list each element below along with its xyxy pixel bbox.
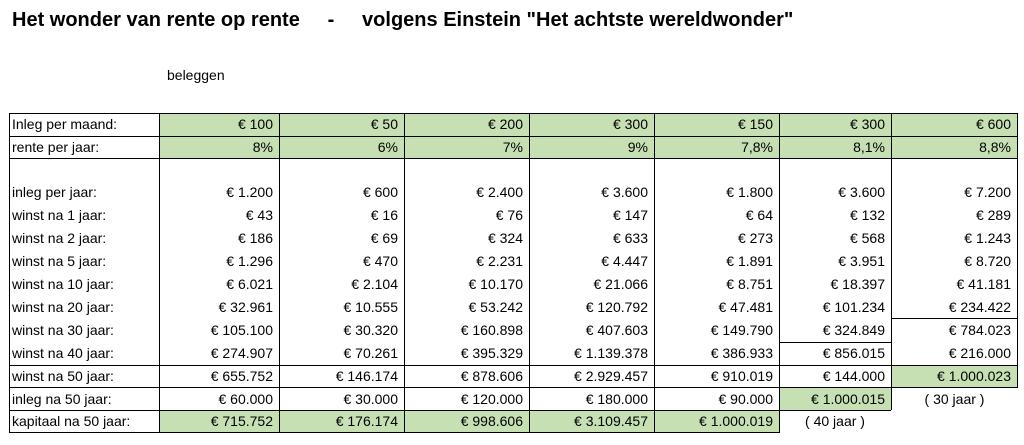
table-cell: 7,8% xyxy=(741,139,773,155)
table-cell: € 1.139.378 xyxy=(574,345,648,361)
table-cell xyxy=(529,159,648,181)
table-cell: € 8.751 xyxy=(726,276,773,292)
table-cell xyxy=(654,159,773,181)
row-label: rente per jaar: xyxy=(12,139,100,155)
table-cell: € 2.104 xyxy=(351,276,398,292)
table-cell: € 30.320 xyxy=(343,322,398,338)
table-cell: € 1.000.015 xyxy=(811,391,885,407)
table-cell: € 407.603 xyxy=(585,322,648,338)
table-cell: € 105.100 xyxy=(210,322,273,338)
table-cell: € 386.933 xyxy=(710,345,773,361)
table-cell: € 60.000 xyxy=(218,391,273,407)
table-cell: € 1.000.019 xyxy=(699,413,773,429)
row-label: inleg na 50 jaar: xyxy=(12,391,112,407)
table-cell: € 43 xyxy=(245,207,273,223)
table-cell: € 234.422 xyxy=(948,299,1011,315)
table-cell: € 633 xyxy=(612,230,648,246)
table-cell: € 70.261 xyxy=(343,345,398,361)
table-cell: € 324 xyxy=(487,230,523,246)
table-cell: € 30.000 xyxy=(343,391,398,407)
table-cell: € 150 xyxy=(737,116,773,132)
table-cell: € 470 xyxy=(362,253,398,269)
row-label: winst na 40 jaar: xyxy=(12,345,114,361)
grid-line xyxy=(1017,113,1018,387)
table-cell: € 1.200 xyxy=(226,184,273,200)
table-cell: € 149.790 xyxy=(710,322,773,338)
table-cell xyxy=(891,410,1011,432)
table-cell: € 180.000 xyxy=(585,391,648,407)
grid-line xyxy=(9,432,779,433)
table-cell: € 64 xyxy=(745,207,773,223)
table-cell: € 998.606 xyxy=(460,413,523,429)
table-cell: € 76 xyxy=(495,207,523,223)
table-cell xyxy=(404,159,523,181)
table-cell: € 784.023 xyxy=(948,322,1011,338)
table-cell: € 600 xyxy=(975,116,1011,132)
table-cell: € 910.019 xyxy=(710,368,773,384)
table-cell: € 655.752 xyxy=(210,368,273,384)
table-cell xyxy=(891,159,1011,181)
table-cell: € 3.109.457 xyxy=(574,413,648,429)
duration-note: ( 30 jaar ) xyxy=(924,391,985,407)
table-cell xyxy=(159,159,273,181)
table-cell: € 100 xyxy=(237,116,273,132)
row-label: winst na 10 jaar: xyxy=(12,276,114,292)
grid-line xyxy=(9,113,10,433)
table-cell: € 2.231 xyxy=(476,253,523,269)
table-cell xyxy=(779,159,885,181)
row-label: winst na 20 jaar: xyxy=(12,299,114,315)
table-cell: € 300 xyxy=(849,116,885,132)
duration-note: ( 40 jaar ) xyxy=(805,413,865,429)
table-cell: € 90.000 xyxy=(718,391,773,407)
table-cell: € 395.329 xyxy=(460,345,523,361)
table-cell: € 715.752 xyxy=(210,413,273,429)
table-cell: € 7.200 xyxy=(964,184,1011,200)
row-label: winst na 2 jaar: xyxy=(12,230,107,246)
table-cell: € 21.066 xyxy=(593,276,648,292)
table-cell: € 3.600 xyxy=(838,184,885,200)
table-cell: 6% xyxy=(377,139,398,155)
table-cell: 8,8% xyxy=(979,139,1011,155)
table-cell: € 600 xyxy=(362,184,398,200)
table-cell: € 69 xyxy=(370,230,398,246)
table-cell: € 41.181 xyxy=(956,276,1011,292)
table-cell: 7% xyxy=(502,139,523,155)
table-cell: € 16 xyxy=(370,207,398,223)
table-cell: € 4.447 xyxy=(601,253,648,269)
table-cell: € 32.961 xyxy=(218,299,273,315)
row-label: winst na 30 jaar: xyxy=(12,322,114,338)
table-cell: € 146.174 xyxy=(335,368,398,384)
table-cell: € 47.481 xyxy=(718,299,773,315)
table-cell: € 1.800 xyxy=(726,184,773,200)
table-cell: € 2.400 xyxy=(476,184,523,200)
table-cell: € 6.021 xyxy=(226,276,273,292)
table-cell: € 18.397 xyxy=(830,276,885,292)
table-cell: € 216.000 xyxy=(948,345,1011,361)
table-cell: € 200 xyxy=(487,116,523,132)
table-cell: € 273 xyxy=(737,230,773,246)
table-cell: € 176.174 xyxy=(335,413,398,429)
table-cell: € 289 xyxy=(975,207,1011,223)
table-cell: € 1.243 xyxy=(964,230,1011,246)
row-label: winst na 1 jaar: xyxy=(12,207,107,223)
table-cell: € 3.600 xyxy=(601,184,648,200)
table-cell: € 324.849 xyxy=(822,322,885,338)
table-cell: € 1.296 xyxy=(226,253,273,269)
table-cell: € 274.907 xyxy=(210,345,273,361)
table-cell: € 568 xyxy=(849,230,885,246)
table-cell: € 3.951 xyxy=(838,253,885,269)
table-cell: € 132 xyxy=(849,207,885,223)
row-label: inleg per jaar: xyxy=(12,184,97,200)
row-label: Inleg per maand: xyxy=(12,116,118,132)
row-label: winst na 5 jaar: xyxy=(12,253,107,269)
table-cell: € 186 xyxy=(237,230,273,246)
page-title: Het wonder van rente op rente - volgens Einstein "Het achtste wereldwonder" xyxy=(12,9,794,31)
table-cell: € 120.000 xyxy=(460,391,523,407)
table-cell: € 53.242 xyxy=(468,299,523,315)
table-cell: 8,1% xyxy=(853,139,885,155)
table-cell: 8% xyxy=(252,139,273,155)
table-cell: € 120.792 xyxy=(585,299,648,315)
table-cell: € 1.891 xyxy=(726,253,773,269)
table-cell: € 10.170 xyxy=(468,276,523,292)
table-cell xyxy=(279,159,398,181)
table-cell: 9% xyxy=(627,139,648,155)
table-cell: € 878.606 xyxy=(460,368,523,384)
table-cell: € 300 xyxy=(612,116,648,132)
table-cell: € 147 xyxy=(612,207,648,223)
table-cell: € 160.898 xyxy=(460,322,523,338)
table-cell: € 50 xyxy=(370,116,398,132)
table-cell: € 8.720 xyxy=(964,253,1011,269)
table-cell: € 856.015 xyxy=(822,345,885,361)
row-label: winst na 50 jaar: xyxy=(12,368,114,384)
table-cell: € 2.929.457 xyxy=(574,368,648,384)
subtitle: beleggen xyxy=(167,67,225,83)
table-cell: € 144.000 xyxy=(822,368,885,384)
table-cell: € 101.234 xyxy=(822,299,885,315)
table-cell: € 10.555 xyxy=(343,299,398,315)
table-cell: € 1.000.023 xyxy=(937,368,1011,384)
row-label: kapitaal na 50 jaar: xyxy=(12,413,131,429)
